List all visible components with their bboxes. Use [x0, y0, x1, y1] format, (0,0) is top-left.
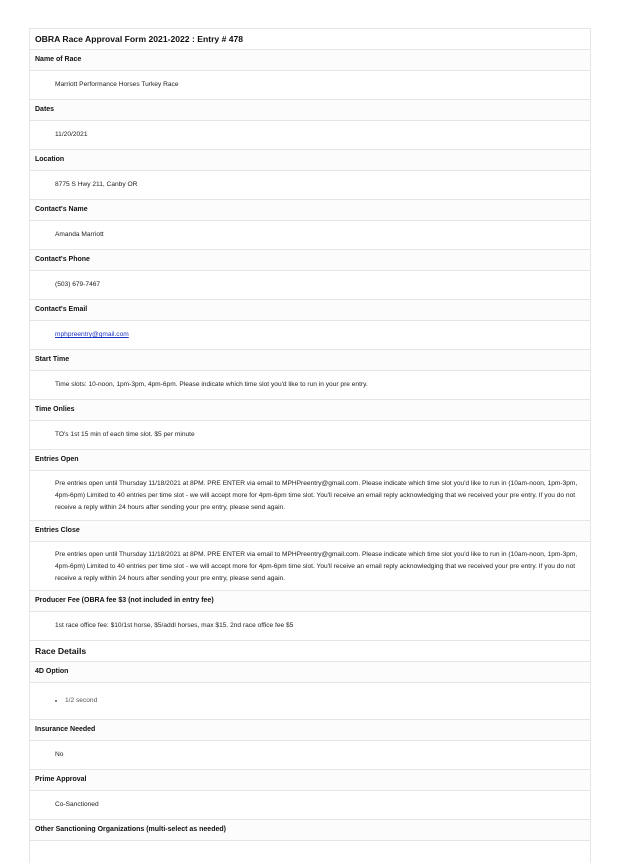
- producer-fee-label: Producer Fee (OBRA fee $3 (not included in entry fee): [30, 591, 590, 612]
- location-label: Location: [30, 150, 590, 171]
- insurance-value: No: [30, 741, 590, 770]
- location-value: 8775 S Hwy 211, Canby OR: [30, 171, 590, 200]
- name-of-race-label: Name of Race: [30, 50, 590, 71]
- other-sanctioning-value: [30, 841, 590, 863]
- contact-email-row: [30, 321, 590, 350]
- race-approval-form: [29, 28, 591, 863]
- name-of-race-value: Marriott Performance Horses Turkey Race: [30, 71, 590, 100]
- race-details-heading: Race Details: [30, 641, 590, 662]
- contact-phone-label: Contact's Phone: [30, 250, 590, 271]
- contact-name-value: Amanda Marriott: [30, 221, 590, 250]
- contact-email-link[interactable]: mphpreentry@gmail.com: [55, 331, 129, 338]
- start-time-label: Start Time: [30, 350, 590, 371]
- dates-label: Dates: [30, 100, 590, 121]
- prime-approval-value: Co-Sanctioned: [30, 791, 590, 820]
- time-onlies-label: Time Onlies: [30, 400, 590, 421]
- option-4d-label: 4D Option: [30, 662, 590, 683]
- prime-approval-label: Prime Approval: [30, 770, 590, 791]
- dates-value: 11/20/2021: [30, 121, 590, 150]
- contact-name-label: Contact's Name: [30, 200, 590, 221]
- form-title: OBRA Race Approval Form 2021-2022 : Entry # 478: [30, 28, 590, 50]
- other-sanctioning-label: Other Sanctioning Organizations (multi-select as needed): [30, 820, 590, 841]
- contact-phone-value: (503) 679-7467: [30, 271, 590, 300]
- option-4d-list: [30, 683, 590, 720]
- entries-close-value: Pre entries open until Thursday 11/18/2021 at 8PM. PRE ENTER via email to MPHPreentry@gmail.com. Please indicate which time slot you'd like to run in (10am-noon, 1pm-3pm, 4pm-6pm) Limited to 40 entries per time slot - we will accept more for 4pm-6pm time slot. You'll receive an email reply acknowledging that we received your pre entry. If you do not receive a reply within 24 hours after sending your pre entry, please send again.: [30, 542, 590, 592]
- time-onlies-value: TO's 1st 15 min of each time slot. $5 per minute: [30, 421, 590, 450]
- contact-email-label: Contact's Email: [30, 300, 590, 321]
- start-time-value: Time slots: 10-noon, 1pm-3pm, 4pm-6pm. Please indicate which time slot you'd like to run in your pre entry.: [30, 371, 590, 400]
- insurance-label: Insurance Needed: [30, 720, 590, 741]
- entries-open-label: Entries Open: [30, 450, 590, 471]
- producer-fee-value: 1st race office fee: $10/1st horse, $5/addl horses, max $15. 2nd race office fee $5: [30, 612, 590, 641]
- option-4d-item: • 1/2 second: [65, 683, 590, 719]
- entries-open-value: Pre entries open until Thursday 11/18/2021 at 8PM. PRE ENTER via email to MPHPreentry@gmail.com. Please indicate which time slot you'd like to run in (10am-noon, 1pm-3pm, 4pm-6pm) Limited to 40 entries per time slot - we will accept more for 4pm-6pm time slot. You'll receive an email reply acknowledging that we received your pre entry. If you do not receive a reply within 24 hours after sending your pre entry, please send again.: [30, 471, 590, 521]
- entries-close-label: Entries Close: [30, 521, 590, 542]
